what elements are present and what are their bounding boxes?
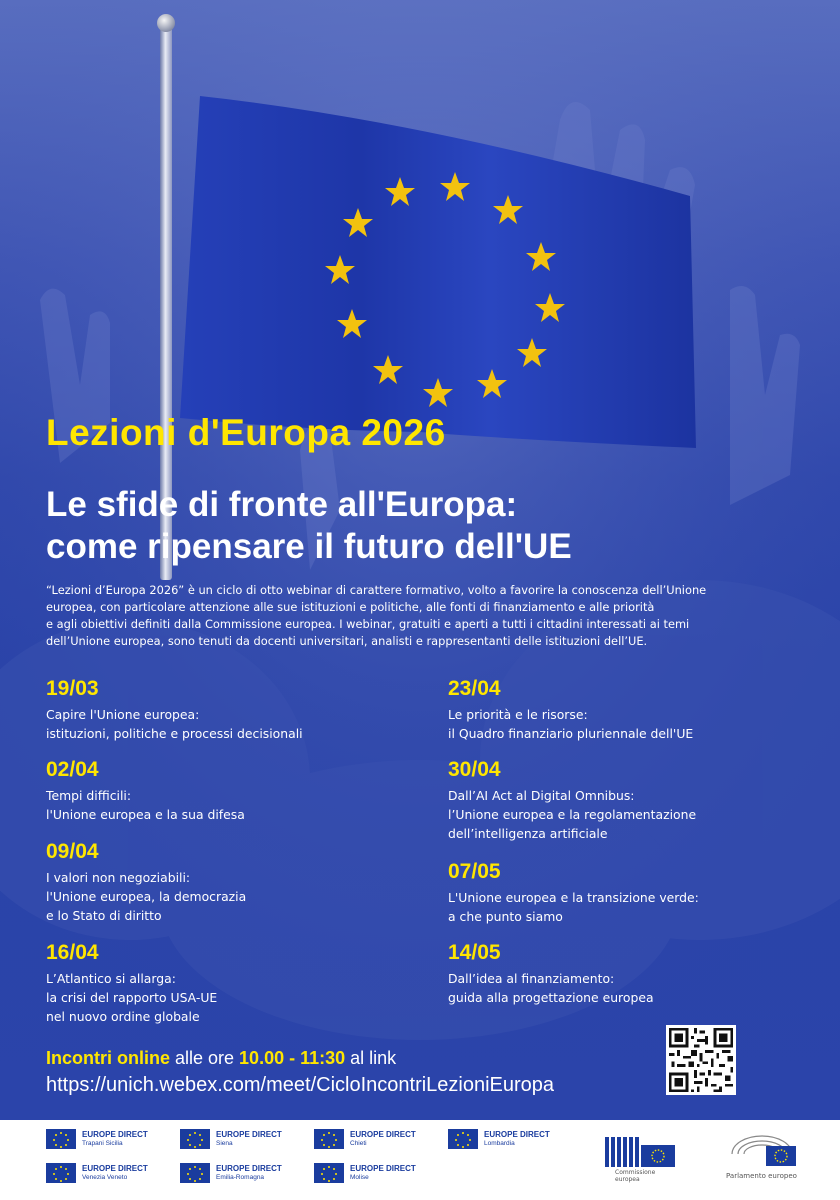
eu-flag-icon <box>314 1163 344 1183</box>
commission-label-line: europea <box>615 1176 640 1183</box>
europe-direct-name: EUROPE DIRECT <box>484 1130 550 1139</box>
online-info <box>46 1048 396 1069</box>
subtitle-line: come ripensare il futuro dell'UE <box>46 527 572 566</box>
eu-flag-icon <box>0 0 840 460</box>
session-item <box>448 677 778 743</box>
qr-code-icon[interactable] <box>666 1025 736 1095</box>
session-date: 30/04 <box>448 758 501 781</box>
intro-line: europea, con particolare attenzione alle sue istituzioni e politiche, alle fonti di finanziamento e alle priorità <box>46 600 655 614</box>
session-line: guida alla progettazione europea <box>448 990 654 1005</box>
eu-flag-icon <box>46 1129 76 1149</box>
europe-direct-logo <box>448 1128 550 1150</box>
online-time: 10.00 - 11:30 <box>239 1048 346 1068</box>
session-item <box>448 758 778 843</box>
session-line: Dall’AI Act al Digital Omnibus: <box>448 788 635 803</box>
europe-direct-logo <box>314 1128 416 1150</box>
session-line: l'Unione europea e la sua difesa <box>46 807 245 822</box>
eu-flag-icon <box>448 1129 478 1149</box>
eu-flag-icon <box>180 1129 210 1149</box>
europe-direct-place: Molise <box>350 1174 369 1181</box>
european-parliament-logo <box>726 1130 826 1188</box>
session-date: 23/04 <box>448 677 501 700</box>
europe-direct-name: EUROPE DIRECT <box>82 1130 148 1139</box>
session-date: 14/05 <box>448 941 501 964</box>
session-line: e lo Stato di diritto <box>46 908 162 923</box>
europe-direct-logo <box>180 1162 282 1184</box>
europe-direct-place: Venezia Veneto <box>82 1174 128 1181</box>
session-line: l’Unione europea e la regolamentazione <box>448 807 697 822</box>
intro-line: e agli obiettivi definiti dalla Commissione europea. I webinar, gratuiti e aperti a tutti i cittadini interessati ai temi <box>46 617 690 631</box>
session-line: L’Atlantico si allarga: <box>46 971 176 986</box>
eu-flag-icon <box>180 1163 210 1183</box>
subtitle-line: Le sfide di fronte all'Europa: <box>46 485 518 524</box>
eu-commission-logo <box>603 1133 683 1188</box>
intro-line: “Lezioni d’Europa 2026” è un ciclo di otto webinar di carattere formativo, volto a favorire la conoscenza dell’Unione <box>46 583 707 597</box>
commission-label-line: Commissione <box>615 1169 656 1176</box>
session-line: l'Unione europea, la democrazia <box>46 889 247 904</box>
europe-direct-place: Lombardia <box>484 1140 515 1147</box>
online-mid: alle ore <box>170 1048 240 1068</box>
session-item <box>448 860 778 926</box>
session-item <box>46 677 376 743</box>
parliament-label: Parlamento europeo <box>726 1172 797 1180</box>
session-line: istituzioni, politiche e processi decisionali <box>46 726 303 741</box>
europe-direct-place: Trapani Sicilia <box>82 1140 123 1147</box>
session-line: Le priorità e le risorse: <box>448 707 588 722</box>
session-line: il Quadro finanziario pluriennale dell'UE <box>448 726 694 741</box>
eu-flag-icon <box>46 1163 76 1183</box>
eu-flag-icon <box>314 1129 344 1149</box>
europe-direct-name: EUROPE DIRECT <box>216 1164 282 1173</box>
europe-direct-place: Siena <box>216 1140 233 1147</box>
session-line: Tempi difficili: <box>46 788 132 803</box>
poster-subtitle <box>46 484 806 568</box>
online-tail: al link <box>345 1048 397 1068</box>
parliament-hemicycle-icon <box>726 1130 826 1170</box>
session-line: a che punto siamo <box>448 909 563 924</box>
session-line: dell’intelligenza artificiale <box>448 826 608 841</box>
europe-direct-name: EUROPE DIRECT <box>216 1130 282 1139</box>
session-line: Dall’idea al finanziamento: <box>448 971 615 986</box>
europe-direct-name: EUROPE DIRECT <box>82 1164 148 1173</box>
session-date: 09/04 <box>46 840 99 863</box>
intro-line: dell’Unione europea, sono tenuti da docenti universitari, analisti e rappresentanti delle istituzioni dell’UE. <box>46 634 648 648</box>
europe-direct-place: Emilia-Romagna <box>216 1174 265 1181</box>
europe-direct-logo <box>46 1128 148 1150</box>
europe-direct-logo <box>180 1128 282 1150</box>
session-date: 16/04 <box>46 941 99 964</box>
session-date: 19/03 <box>46 677 99 700</box>
commission-building-icon <box>603 1133 683 1169</box>
session-line: nel nuovo ordine globale <box>46 1009 200 1024</box>
session-line: la crisi del rapporto USA-UE <box>46 990 218 1005</box>
europe-direct-name: EUROPE DIRECT <box>350 1130 416 1139</box>
session-item <box>448 941 778 1007</box>
europe-direct-logo <box>46 1162 148 1184</box>
session-item <box>46 941 376 1026</box>
session-item <box>46 758 376 824</box>
europe-direct-name: EUROPE DIRECT <box>350 1164 416 1173</box>
session-line: L'Unione europea e la transizione verde: <box>448 890 699 905</box>
session-item <box>46 840 376 925</box>
commission-label <box>615 1169 655 1183</box>
webinar-link[interactable]: https://unich.webex.com/meet/CicloIncontriLezioniEuropa <box>46 1074 555 1096</box>
session-line: I valori non negoziabili: <box>46 870 191 885</box>
session-line: Capire l'Unione europea: <box>46 707 200 722</box>
poster-title: Lezioni d'Europa 2026 <box>46 412 446 453</box>
intro-paragraph <box>46 582 786 650</box>
online-lead: Incontri online <box>46 1048 170 1068</box>
session-date: 02/04 <box>46 758 99 781</box>
session-date: 07/05 <box>448 860 501 883</box>
europe-direct-logo <box>314 1162 416 1184</box>
europe-direct-place: Chieti <box>350 1140 367 1147</box>
